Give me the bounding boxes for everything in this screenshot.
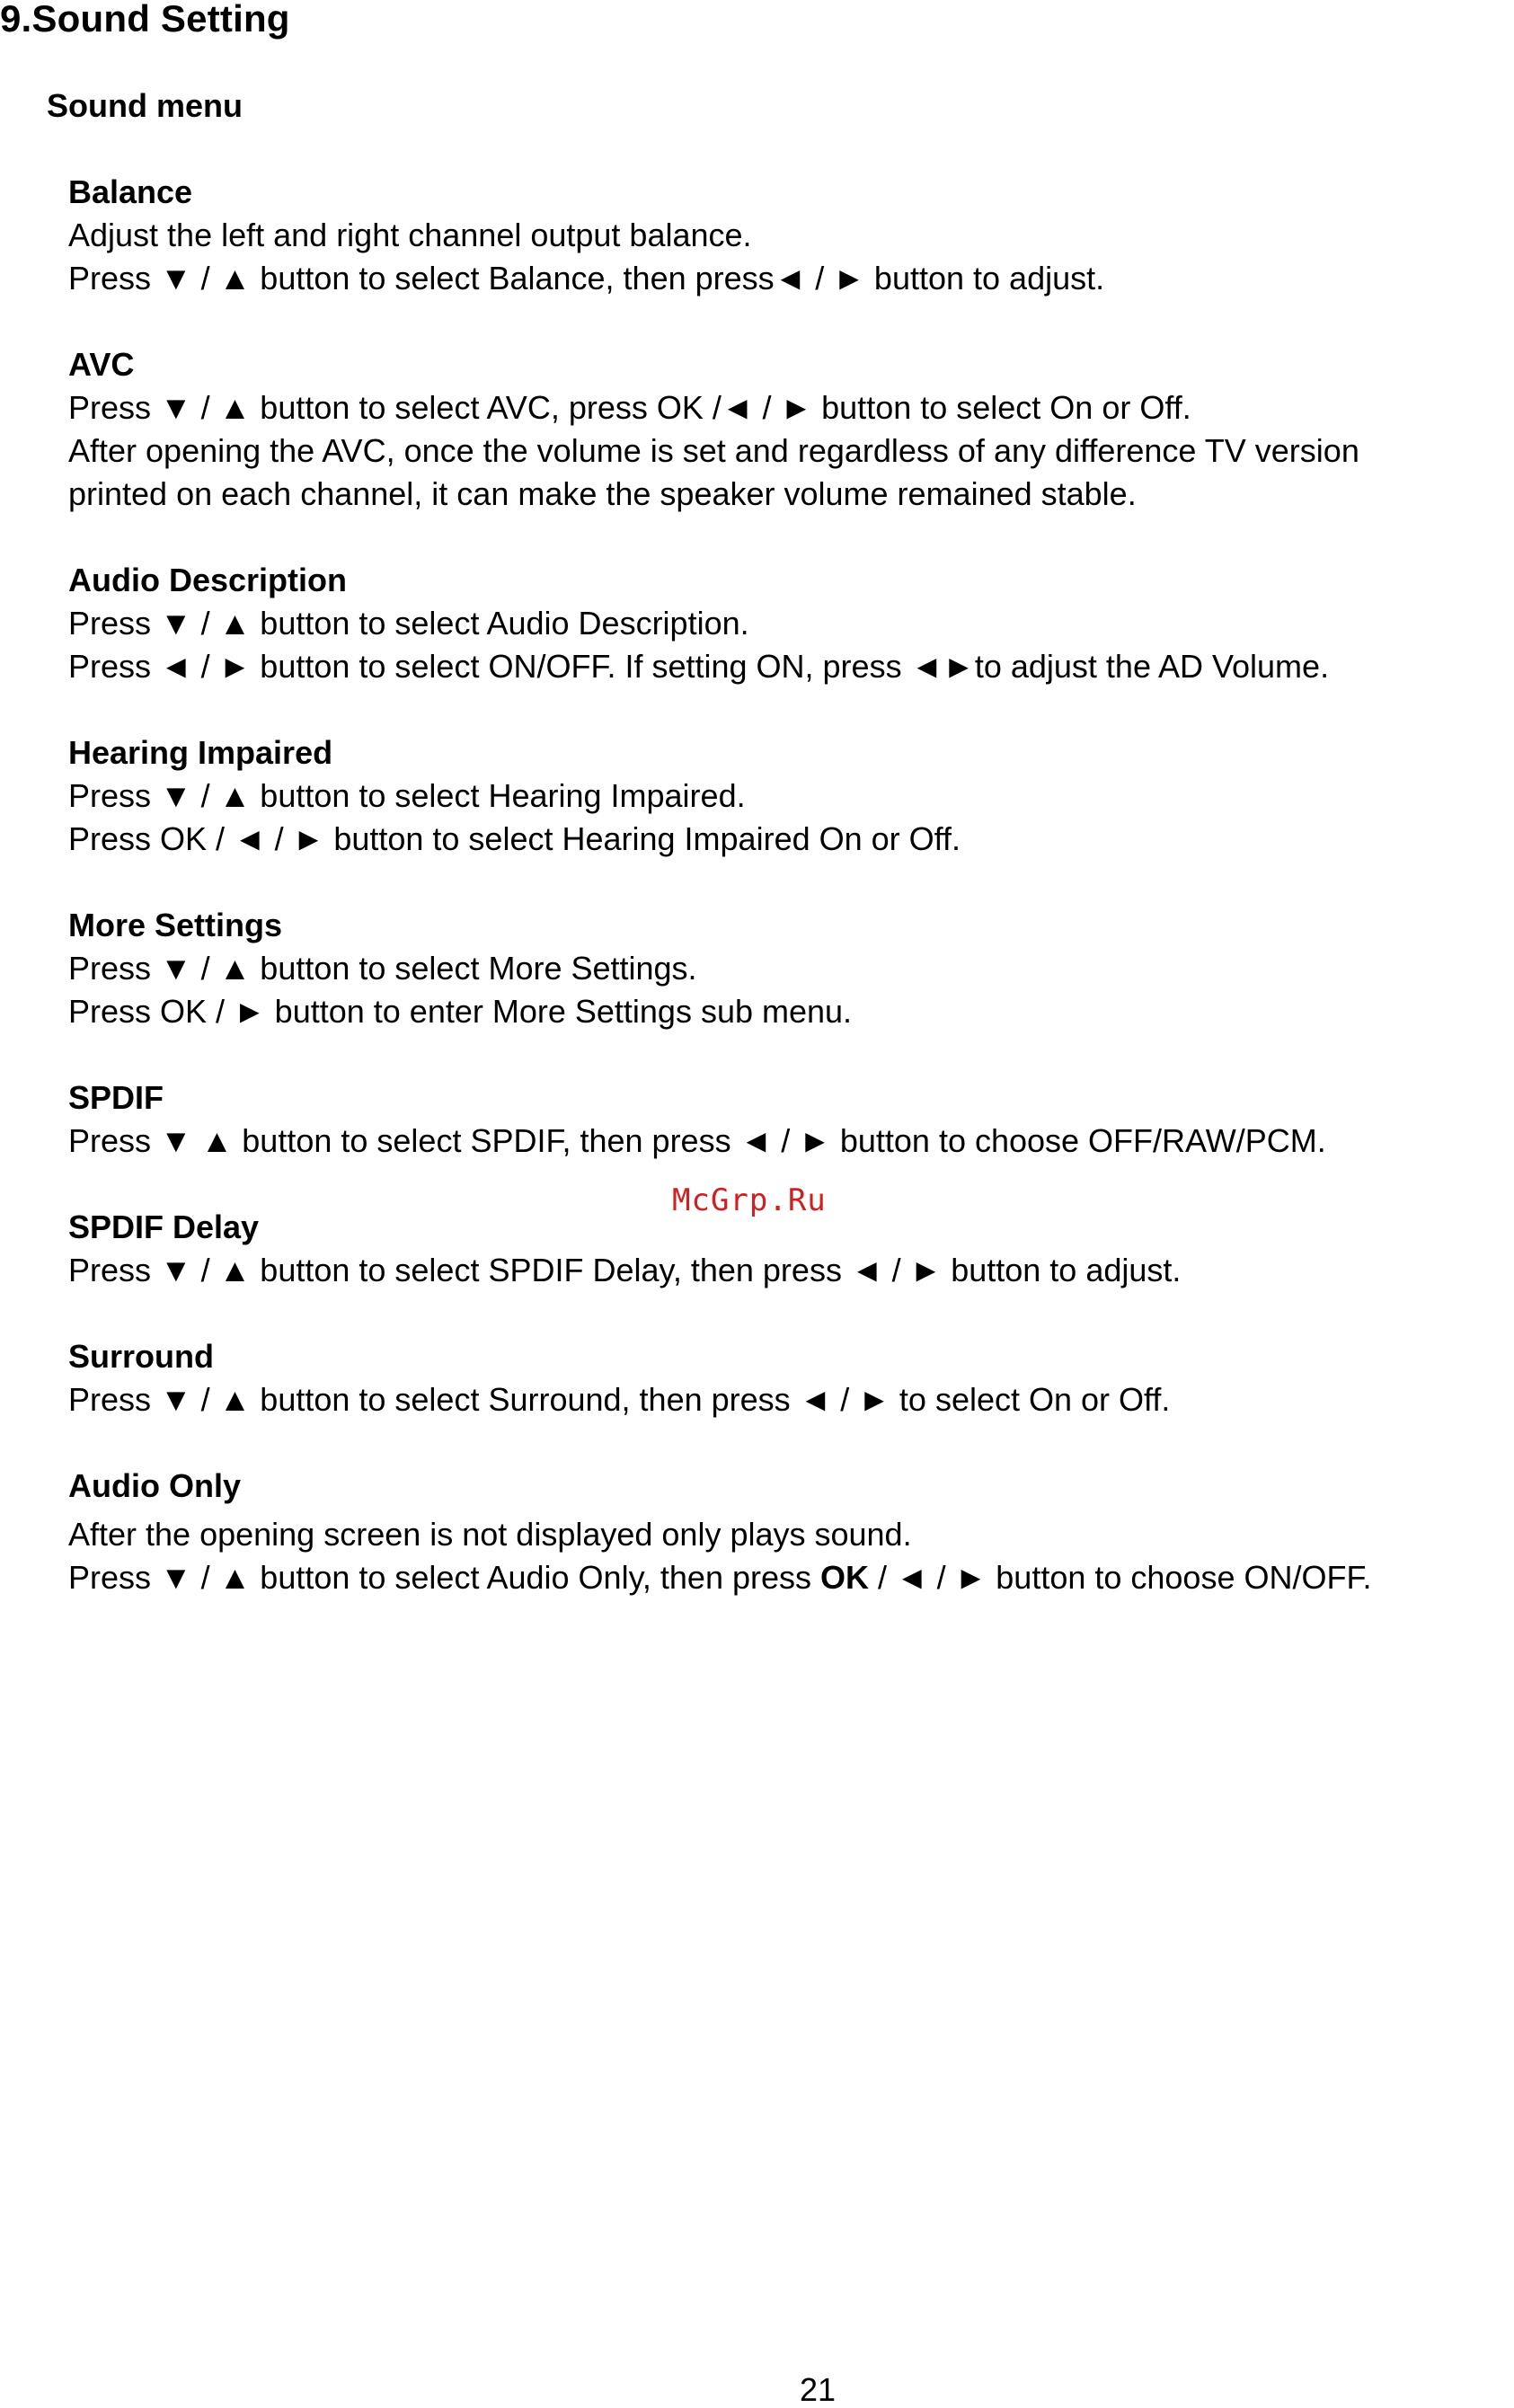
section-heading: More Settings: [68, 907, 283, 943]
section-audio-only: [68, 1465, 1506, 1599]
section-line: Press ◄ / ► button to select ON/OFF. If setting ON, press ◄►to adjust the AD Volume.: [68, 648, 1330, 685]
section-line: printed on each channel, it can make the speaker volume remained stable.: [68, 475, 1137, 512]
section-line: Press OK / ► button to enter More Settings sub menu.: [68, 993, 853, 1030]
section-line: Press ▼ / ▲ button to select SPDIF Delay, then press ◄ / ► button to adjust.: [68, 1252, 1182, 1288]
section-heading: Hearing Impaired: [68, 734, 333, 771]
line-text-after: / ◄ / ► button to choose ON/OFF.: [869, 1559, 1372, 1596]
section-line: Adjust the left and right channel output balance.: [68, 217, 752, 253]
section-more-settings: [68, 904, 1506, 1033]
section-heading: Surround: [68, 1338, 214, 1375]
line-text-before: Press ▼ / ▲ button to select Audio Only, then press: [68, 1559, 820, 1596]
ok-button-label: OK: [820, 1559, 869, 1596]
section-avc: [68, 343, 1506, 516]
section-line: Press ▼ ▲ button to select SPDIF, then press ◄ / ► button to choose OFF/RAW/PCM.: [68, 1122, 1326, 1159]
section-heading: Balance: [68, 173, 193, 210]
section-line-with-bold: [68, 1556, 1506, 1599]
section-heading: Audio Description: [68, 562, 348, 598]
page-title: 9.Sound Setting: [0, 0, 290, 40]
section-line: Press ▼ / ▲ button to select Balance, then press◄ / ► button to adjust.: [68, 260, 1105, 297]
watermark: McGrp.Ru: [672, 1182, 827, 1218]
menu-title: Sound menu: [47, 87, 243, 124]
sections-container: [68, 171, 1506, 1642]
section-line: Press ▼ / ▲ button to select AVC, press OK /◄ / ► button to select On or Off.: [68, 389, 1191, 426]
section-heading: SPDIF: [68, 1079, 164, 1116]
section-line: Press ▼ / ▲ button to select Surround, then press ◄ / ► to select On or Off.: [68, 1381, 1171, 1418]
section-heading: SPDIF Delay: [68, 1208, 260, 1245]
section-audio-description: [68, 559, 1506, 688]
section-balance: [68, 171, 1506, 300]
section-line: Press ▼ / ▲ button to select Hearing Impaired.: [68, 777, 746, 814]
page-number: 21: [800, 2371, 837, 2408]
section-surround: [68, 1335, 1506, 1421]
section-hearing-impaired: [68, 731, 1506, 861]
section-heading: Audio Only: [68, 1467, 241, 1504]
section-line: After the opening screen is not displayed only plays sound.: [68, 1516, 912, 1553]
section-line: Press ▼ / ▲ button to select More Settings.: [68, 950, 697, 987]
section-line: After opening the AVC, once the volume is set and regardless of any difference TV version: [68, 432, 1359, 469]
section-line: Press ▼ / ▲ button to select Audio Description.: [68, 605, 749, 642]
section-spdif: [68, 1076, 1506, 1163]
section-spdif-delay: [68, 1206, 1506, 1292]
section-line: Press OK / ◄ / ► button to select Hearing Impaired On or Off.: [68, 820, 961, 857]
section-heading: AVC: [68, 346, 135, 383]
